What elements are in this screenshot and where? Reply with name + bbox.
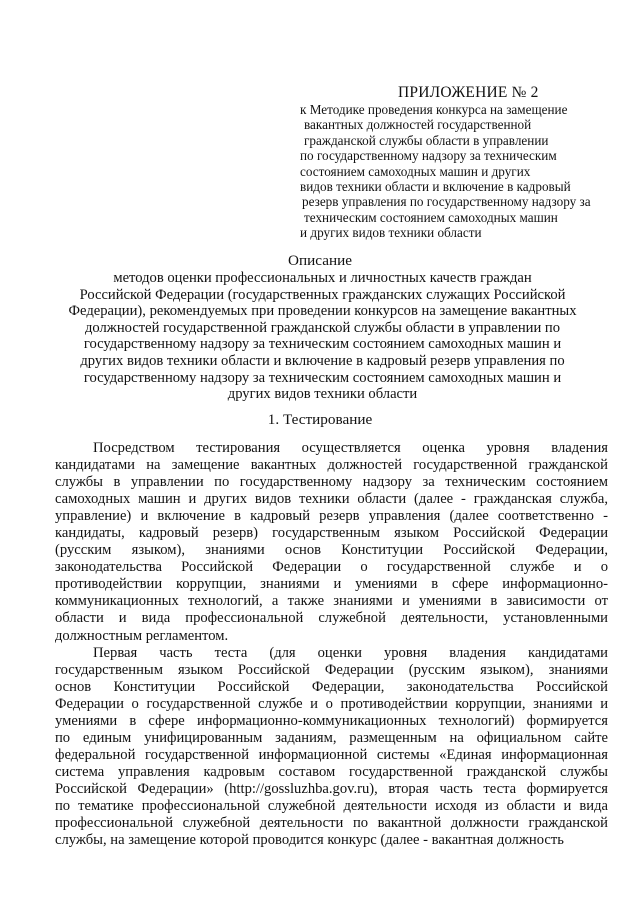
paragraph-line: службы в управлении по государственному надзору за техническим состоянием [55, 474, 608, 491]
paragraph-line: система управления кадровым составом государственной гражданской службы [55, 763, 608, 780]
paragraph-line: Российской Федерации» (http://gossluzhba.gov.ru), вторая часть теста формируется [55, 780, 608, 797]
paragraph-1 [55, 440, 608, 645]
paragraph-line: профессиональной служебной деятельности по вакантной должности гражданской [55, 815, 608, 832]
document-subtitle [40, 270, 605, 403]
body-text [55, 440, 608, 849]
document-heading: Описание [288, 252, 352, 269]
subtitle-line: других видов техники области [227, 386, 418, 403]
subtitle-line: других видов техники области и включение в кадровый резерв управления по [80, 352, 565, 369]
paragraph-line: Федерации о государственной службе и о противодействии коррупции, знаниями и [55, 695, 608, 712]
appendix-line: к Методике проведения конкурса на замещение [300, 102, 568, 117]
subtitle-line: государственному надзору за техническим состоянием самоходных машин и [83, 369, 562, 386]
subtitle-line: Российской Федерации (государственных гражданских служащих Российской [79, 286, 566, 303]
paragraph-line: области и вида профессиональной служебной деятельности, установленными [55, 610, 608, 627]
appendix-line: техническим состоянием самоходных машин [304, 209, 558, 225]
paragraph-line: государственным языком Российской Федерации (русским языком), знаниями [55, 661, 608, 678]
appendix-line: видов техники области и включение в кадровый [300, 179, 571, 195]
paragraph-line: управление) и включение в кадровый резерв управления (далее соответственно - [55, 508, 608, 525]
paragraph-2 [55, 645, 608, 850]
appendix-line: по государственному надзору за техническим [300, 148, 557, 164]
paragraph-line: основ Конституции Российской Федерации, законодательства Российской [55, 678, 608, 695]
paragraph-line: по тематике профессиональной служебной деятельности исходя из области и вида [55, 797, 608, 814]
paragraph-line: кандидаты, кадровый резерв) государственным языком Российской Федерации [55, 525, 608, 542]
subtitle-line: Федерации), рекомендуемых при проведении конкурсов на замещение вакантных [68, 303, 577, 320]
paragraph-line: Первая часть теста (для оценки уровня владения кандидатами [93, 644, 608, 661]
paragraph-line: кандидатами на замещение вакантных должностей государственной гражданской [55, 457, 608, 474]
paragraph-line: умениями в сфере информационно-коммуникационных технологий) формируется [55, 712, 608, 729]
paragraph-line: должностным регламентом. [55, 627, 229, 644]
appendix-reference [300, 102, 610, 241]
paragraph-line: по единым унифицированным заданиям, размещенным на официальном сайте [55, 729, 608, 746]
appendix-line: вакантных должностей государственной [304, 117, 532, 133]
paragraph-line: самоходных машин и других видов техники области (далее - гражданская служба, [55, 491, 608, 508]
subtitle-line: методов оценки профессиональных и личностных качеств граждан [113, 270, 532, 286]
appendix-title: ПРИЛОЖЕНИЕ № 2 [398, 84, 539, 101]
paragraph-line: противодействии коррупции, знаниями и умениями в сфере информационно- [55, 576, 608, 593]
paragraph-line: законодательства Российской Федерации о государственной службе и о [55, 559, 608, 576]
subtitle-line: государственному надзору за техническим состоянием самоходных машин и [83, 336, 562, 353]
appendix-line: резерв управления по государственному надзору за [302, 194, 591, 210]
section-title: 1. Тестирование [267, 411, 373, 428]
paragraph-line: коммуникационных технологий, а также знаниями и умениями в зависимости от [55, 593, 608, 610]
appendix-line: и других видов техники области [300, 225, 482, 241]
paragraph-line: федеральной государственной информационной системы «Единая информационная [55, 746, 608, 763]
appendix-line: гражданской службы области в управлении [304, 132, 549, 148]
paragraph-line: службы, на замещение которой проводится конкурс (далее - вакантная должность [55, 832, 564, 849]
paragraph-line: Посредством тестирования осуществляется оценка уровня владения [93, 440, 608, 456]
appendix-line: состоянием самоходных машин и других [300, 163, 531, 179]
paragraph-line: (русским языком), знаниями основ Конституции Российской Федерации, [55, 542, 608, 559]
subtitle-line: должностей государственной гражданской службы области в управлении по [84, 319, 561, 336]
